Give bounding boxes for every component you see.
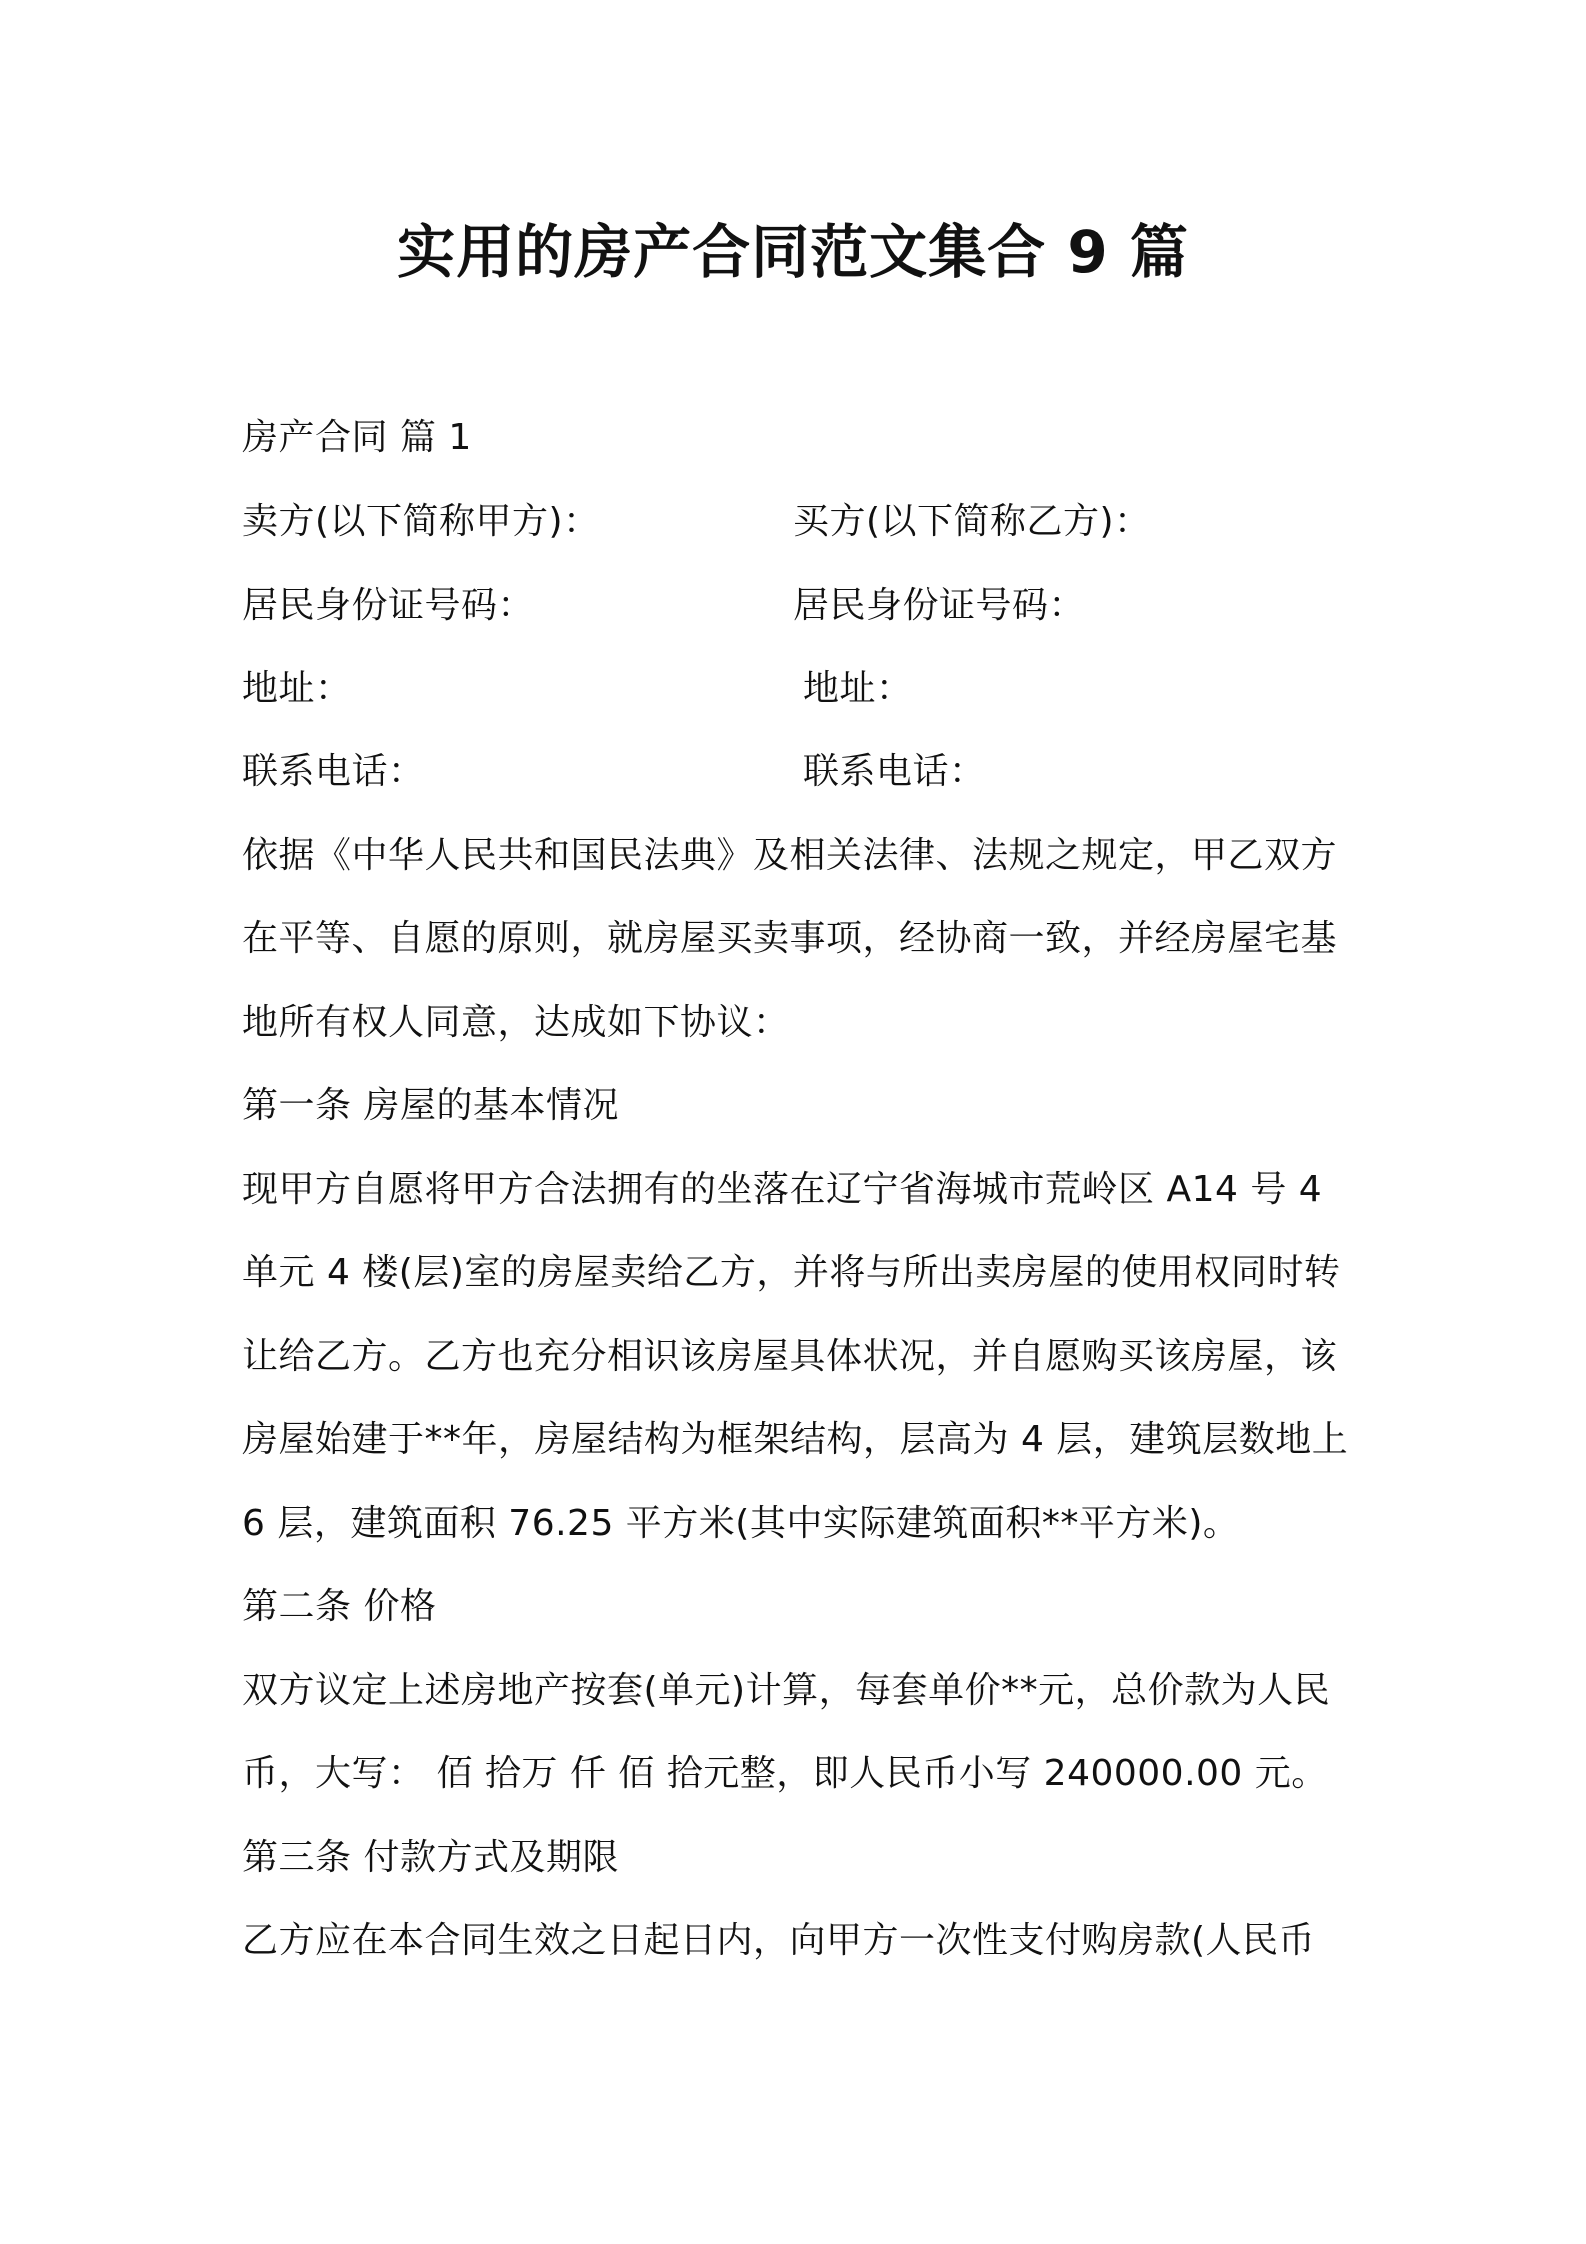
buyer-label: 买方(以下简称乙方)：	[793, 501, 1151, 542]
article-1-line: 房屋始建于**年，房屋结构为框架结构，层高为 4 层，建筑层数地上	[242, 1419, 1349, 1460]
article-2-heading: 第二条 价格	[242, 1586, 437, 1627]
seller-label: 卖方(以下简称甲方)：	[242, 501, 600, 542]
seller-address-label: 地址：	[242, 668, 352, 709]
buyer-address-label: 地址：	[803, 668, 913, 709]
article-2-line: 币，大写： 佰 拾万 仟 佰 拾元整，即人民币小写 240000.00 元。	[242, 1753, 1328, 1794]
article-3-heading: 第三条 付款方式及期限	[242, 1837, 619, 1878]
preamble-line: 在平等、自愿的原则，就房屋买卖事项，经协商一致，并经房屋宅基	[242, 918, 1338, 959]
document-title: 实用的房产合同范文集合 9 篇	[397, 218, 1189, 286]
article-3-line: 乙方应在本合同生效之日起日内，向甲方一次性支付购房款(人民币	[242, 1920, 1316, 1961]
article-1-line: 现甲方自愿将甲方合法拥有的坐落在辽宁省海城市荒岭区 A14 号 4	[242, 1169, 1323, 1210]
buyer-phone-label: 联系电话：	[803, 751, 986, 792]
seller-phone-label: 联系电话：	[242, 751, 425, 792]
article-1-line: 单元 4 楼(层)室的房屋卖给乙方，并将与所出卖房屋的使用权同时转	[242, 1252, 1341, 1293]
article-1-heading: 第一条 房屋的基本情况	[242, 1085, 619, 1126]
preamble-line: 地所有权人同意，达成如下协议：	[242, 1002, 790, 1043]
article-1-line: 6 层，建筑面积 76.25 平方米(其中实际建筑面积**平方米)。	[242, 1503, 1240, 1544]
seller-id-label: 居民身份证号码：	[242, 585, 535, 626]
preamble-line: 依据《中华人民共和国民法典》及相关法律、法规之规定，甲乙双方	[242, 835, 1338, 876]
section-label: 房产合同 篇 1	[242, 417, 472, 458]
buyer-id-label: 居民身份证号码：	[793, 585, 1086, 626]
article-2-line: 双方议定上述房地产按套(单元)计算，每套单价**元，总价款为人民	[242, 1670, 1331, 1711]
article-1-line: 让给乙方。乙方也充分相识该房屋具体状况，并自愿购买该房屋，该	[242, 1336, 1338, 1377]
